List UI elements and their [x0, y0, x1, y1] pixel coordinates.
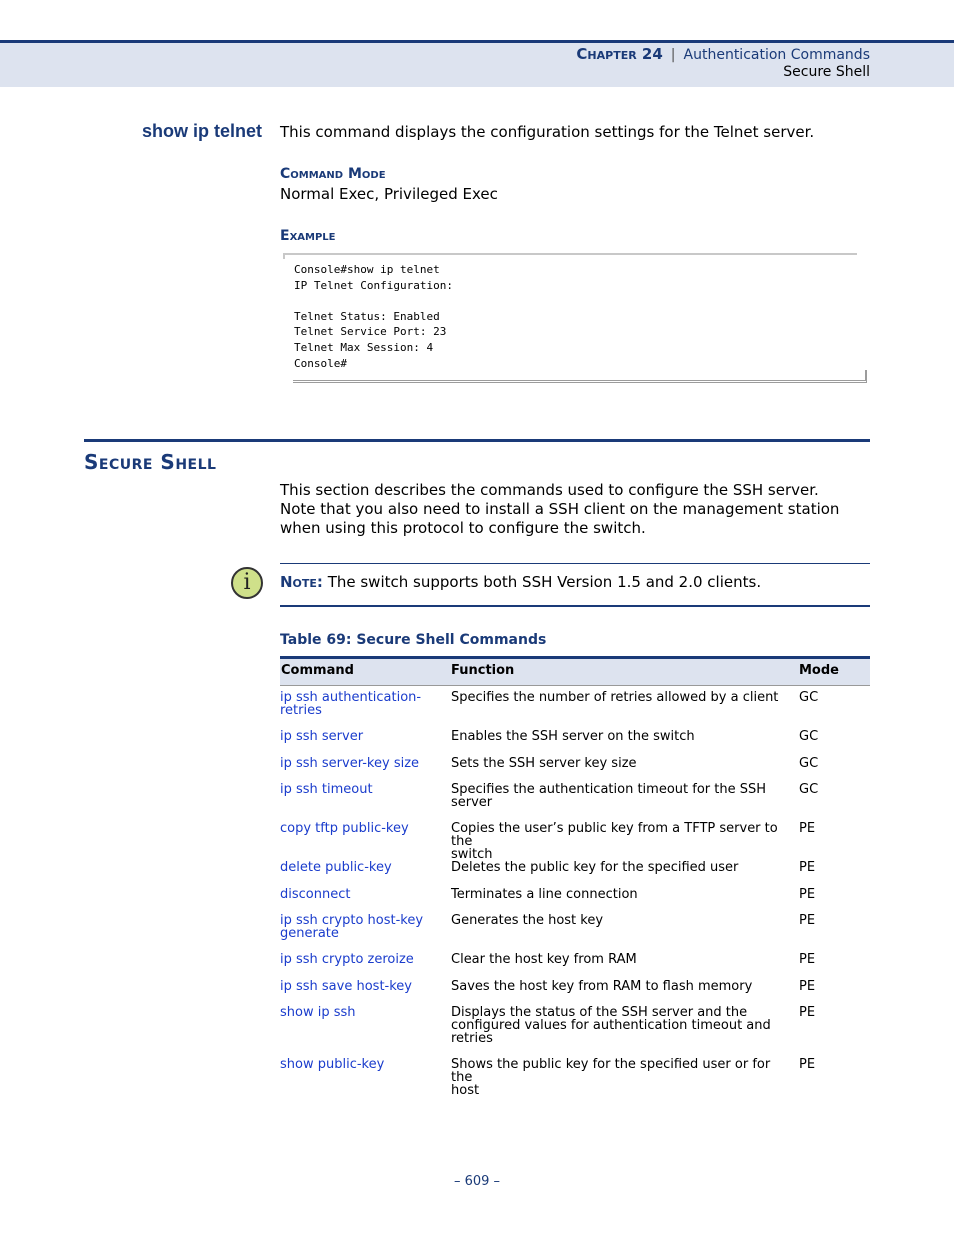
mode-cell: PE — [799, 887, 816, 902]
intro-line: This section describes the commands used to configure the SSH server. — [280, 481, 819, 499]
command-description: This command displays the configuration settings for the Telnet server. — [280, 123, 815, 141]
function-text: Terminates a line connection — [451, 887, 638, 902]
function-cell — [451, 730, 791, 743]
code-line: Telnet Status: Enabled — [294, 309, 440, 323]
command-link-text: ip ssh save host-key — [280, 979, 412, 994]
function-cell — [451, 861, 791, 874]
command-link[interactable] — [280, 822, 440, 835]
function-cell — [451, 888, 791, 901]
mode-cell: PE — [799, 821, 816, 836]
function-text: server — [451, 795, 493, 810]
command-link[interactable] — [280, 1006, 440, 1019]
command-link[interactable] — [280, 888, 440, 901]
function-text: Deletes the public key for the specified user — [451, 860, 739, 875]
command-mode-text: Normal Exec, Privileged Exec — [280, 185, 498, 203]
intro-line: when using this protocol to configure the switch. — [280, 519, 646, 537]
mode-cell: PE — [799, 1005, 816, 1020]
table-header — [280, 656, 870, 686]
info-icon: i — [231, 567, 263, 599]
function-cell — [451, 691, 791, 704]
function-text: Displays the status of the SSH server and the — [451, 1005, 748, 1020]
function-text: host — [451, 1083, 480, 1098]
function-text: Generates the host key — [451, 913, 604, 928]
command-link-text: ip ssh server — [280, 729, 364, 744]
table-caption: Table 69: Secure Shell Commands — [280, 632, 547, 648]
function-text: Enables the SSH server on the switch — [451, 729, 695, 744]
function-text: configured values for authentication timeout and — [451, 1018, 771, 1033]
mode-cell: PE — [799, 979, 816, 994]
mode-cell: PE — [799, 913, 816, 928]
command-link[interactable] — [280, 861, 440, 874]
function-text: Specifies the authentication timeout for the SSH — [451, 782, 767, 797]
command-link[interactable] — [280, 730, 440, 743]
code-line — [294, 293, 453, 309]
intro-line: Note that you also need to install a SSH client on the management station — [280, 500, 840, 518]
header-separator: | — [670, 47, 676, 63]
command-link-text: show public-key — [280, 1057, 385, 1072]
function-cell — [451, 1006, 791, 1045]
command-link-text: disconnect — [280, 887, 351, 902]
command-link-text: generate — [280, 926, 339, 941]
mode-cell: GC — [799, 756, 819, 771]
code-example — [294, 262, 453, 371]
page-number: – 609 – — [453, 1174, 501, 1189]
code-line: Telnet Max Session: 4 — [294, 340, 434, 354]
function-cell — [451, 953, 791, 966]
note-text: The switch supports both SSH Version 1.5 and 2.0 clients. — [327, 573, 762, 591]
function-cell — [451, 822, 791, 861]
chapter-number: Chapter 24 — [576, 45, 663, 63]
command-link-text: ip ssh crypto zeroize — [280, 952, 414, 967]
command-link[interactable] — [280, 691, 440, 717]
function-text: switch — [451, 847, 493, 862]
command-link-text: retries — [280, 703, 322, 718]
mode-cell: PE — [799, 1057, 816, 1072]
command-link[interactable] — [280, 953, 440, 966]
function-text: Specifies the number of retries allowed by a client — [451, 690, 779, 705]
note — [280, 573, 761, 591]
function-cell — [451, 914, 791, 927]
note-label: Note: — [280, 573, 323, 591]
command-link[interactable] — [280, 914, 440, 940]
code-line: IP Telnet Configuration: — [294, 278, 453, 292]
function-cell — [451, 783, 791, 809]
command-link-text: show ip ssh — [280, 1005, 356, 1020]
function-cell — [451, 1058, 791, 1097]
mode-cell: GC — [799, 729, 819, 744]
command-link[interactable] — [280, 1058, 440, 1071]
column-header-mode: Mode — [799, 663, 839, 678]
command-mode-heading: Command Mode — [280, 166, 386, 182]
note-top-rule — [280, 563, 870, 564]
command-link-text: ip ssh authentication- — [280, 690, 422, 705]
function-text: retries — [451, 1031, 493, 1046]
function-text: Sets the SSH server key size — [451, 756, 637, 771]
command-link-text: ip ssh crypto host-key — [280, 913, 424, 928]
command-link-text: copy tftp public-key — [280, 821, 409, 836]
command-link[interactable] — [280, 980, 440, 993]
command-title: show ip telnet — [142, 121, 263, 141]
command-link-text: ip ssh server-key size — [280, 756, 420, 771]
code-box-bottom-border — [293, 370, 867, 383]
section-rule — [84, 439, 870, 442]
mode-cell: GC — [799, 782, 819, 797]
command-link[interactable] — [280, 783, 440, 796]
function-text: Shows the public key for the specified user or for the — [451, 1057, 771, 1085]
command-link-text: delete public-key — [280, 860, 392, 875]
running-header-chapter — [576, 45, 870, 63]
running-header-section: Secure Shell — [783, 64, 870, 80]
function-cell — [451, 980, 791, 993]
code-line: Telnet Service Port: 23 — [294, 325, 447, 339]
column-header-command: Command — [281, 663, 354, 678]
code-box-top-border — [283, 253, 857, 259]
function-cell — [451, 757, 791, 770]
chapter-title: Authentication Commands — [683, 47, 870, 63]
code-line: Console# — [294, 356, 347, 370]
column-header-function: Function — [451, 663, 515, 678]
function-text: Copies the user’s public key from a TFTP server to the — [451, 821, 778, 849]
command-link-text: ip ssh timeout — [280, 782, 373, 797]
function-text: Clear the host key from RAM — [451, 952, 637, 967]
mode-cell: PE — [799, 860, 816, 875]
code-line: Console#show ip telnet — [294, 263, 440, 276]
note-bottom-rule — [280, 605, 870, 607]
example-heading: Example — [280, 228, 336, 244]
section-title: Secure Shell — [84, 450, 217, 474]
section-intro — [280, 481, 839, 538]
mode-cell: PE — [799, 952, 816, 967]
function-text: Saves the host key from RAM to flash memory — [451, 979, 753, 994]
mode-cell: GC — [799, 690, 819, 705]
command-link[interactable] — [280, 757, 440, 770]
